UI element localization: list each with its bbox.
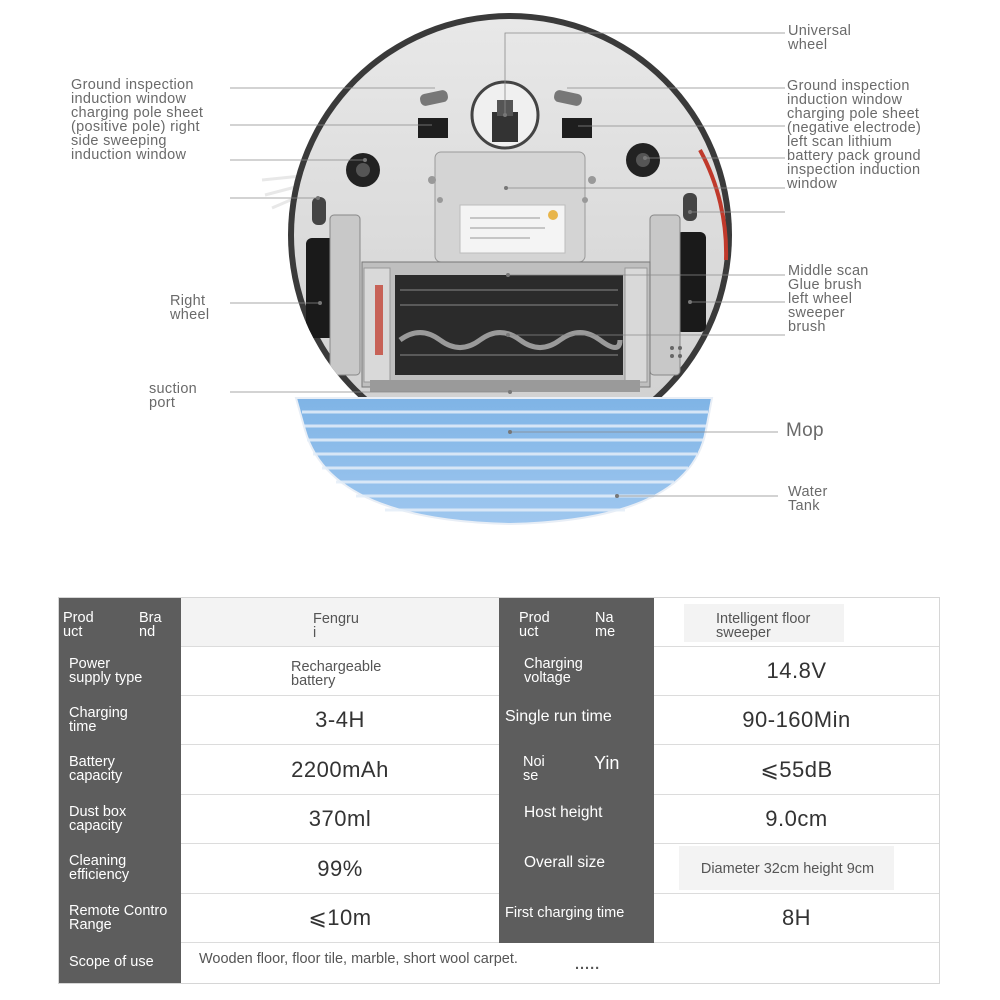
first-charging-value: 8H: [654, 894, 939, 943]
host-height-value: 9.0cm: [654, 795, 939, 844]
name-label: Na me: [595, 610, 616, 640]
product-label-2: Prod uct: [519, 610, 550, 640]
label-water-tank: Water Tank: [788, 484, 828, 514]
single-run-value: 90-160Min: [654, 696, 939, 745]
overall-size-label: Overall size: [499, 844, 654, 894]
first-charging-label: First charging time: [499, 894, 654, 943]
noise-value: ⩽55dB: [654, 745, 939, 795]
label-middle-scan: Middle scan Glue brush left wheel sweeper brush: [788, 263, 869, 335]
label-ground-inspection-right: Ground inspection induction window charging pole sheet (negative electrode) left scan lithium battery pack ground inspection induction window: [787, 78, 922, 192]
product-brand-header: [59, 598, 181, 647]
charging-voltage-value: 14.8V: [654, 647, 939, 696]
noise-label-2: Yin: [594, 753, 620, 773]
brand-value-cell: [181, 598, 499, 647]
dust-box-value: 370ml: [181, 795, 499, 844]
product-name-header: [499, 598, 654, 647]
scope-of-use-value: Wooden floor, floor tile, marble, short wool carpet.: [199, 951, 518, 967]
label-mop: Mop: [786, 420, 824, 441]
name-value-cell: [654, 598, 939, 647]
remote-control-value: ⩽10m: [181, 894, 499, 943]
host-height-label: Host height: [499, 795, 654, 844]
spec-row-remote: [59, 894, 939, 943]
spec-row-scope: [59, 943, 939, 983]
spec-row-dust-box: [59, 795, 939, 844]
remote-control-label: Remote Contro Range: [59, 894, 181, 943]
scope-ellipsis: .....: [575, 957, 601, 973]
charging-voltage-label: Charging voltage: [499, 647, 654, 696]
sensor-window-right: [562, 118, 592, 138]
power-supply-label: Power supply type: [59, 647, 181, 696]
spec-row-brand: [59, 598, 939, 647]
suction-port: [370, 380, 640, 392]
noise-header: [499, 745, 654, 795]
dust-box-label: Dust box capacity: [59, 795, 181, 844]
cleaning-efficiency-label: Cleaning efficiency: [59, 844, 181, 894]
spec-row-power: [59, 647, 939, 696]
charging-time-value: 3-4H: [181, 696, 499, 745]
label-ground-inspection-left: Ground inspection induction window charging pole sheet (positive pole) right side sweeping induction window: [71, 77, 204, 163]
overall-size-value: Diameter 32cm height 9cm: [700, 860, 875, 877]
battery-capacity-value: 2200mAh: [181, 745, 499, 795]
power-supply-value: Rechargeable battery: [291, 659, 382, 689]
product-label: Prod uct: [63, 610, 94, 640]
brand-value: Fengru i: [313, 611, 359, 641]
single-run-label: Single run time: [499, 696, 654, 745]
label-universal-wheel: Universal wheel: [788, 23, 852, 53]
overall-size-value-cell: [654, 844, 939, 894]
charging-time-label: Charging time: [59, 696, 181, 745]
cleaning-efficiency-value: 99%: [181, 844, 499, 894]
spec-row-charging-time: [59, 696, 939, 745]
label-suction-port: suction port: [149, 381, 198, 411]
scope-of-use-value-cell: [181, 943, 939, 983]
label-right-wheel: Right wheel: [170, 293, 210, 323]
battery-capacity-label: Battery capacity: [59, 745, 181, 795]
noise-label: Noi se: [523, 754, 545, 784]
spec-table: [58, 597, 940, 984]
mop: [296, 398, 712, 524]
spec-row-cleaning: [59, 844, 939, 894]
name-value: Intelligent floor sweeper: [716, 611, 811, 641]
brand-label: Bra nd: [139, 610, 162, 640]
sensor-window-left: [418, 118, 448, 138]
scope-of-use-label: Scope of use: [59, 943, 181, 983]
spec-row-battery: [59, 745, 939, 795]
power-supply-value-cell: [181, 647, 499, 696]
